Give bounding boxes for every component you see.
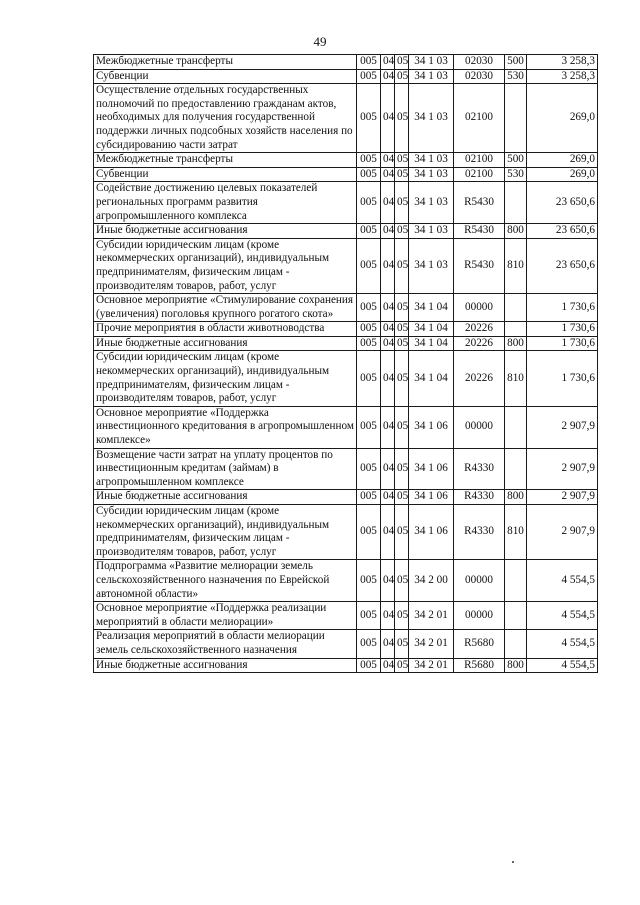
row-direction-code: 00000 [454,294,505,322]
row-section-code: 04 [381,294,395,322]
row-amount: 23 650,6 [527,224,598,239]
row-direction-code: 20226 [454,322,505,337]
row-subsection-code: 05 [395,560,409,602]
row-subsection-code: 05 [395,238,409,293]
row-subsection-code: 05 [395,490,409,505]
row-name: Подпрограмма «Развитие мелиорации земель сельскохозяйственного назначения по Еврейской автономной области» [94,560,357,602]
row-expense-type-code: 530 [505,167,527,182]
row-amount: 269,0 [527,167,598,182]
budget-table [93,54,598,673]
table-row [94,153,598,168]
table-row [94,294,598,322]
table-row [94,84,598,153]
row-expense-type-code: 800 [505,658,527,673]
row-program-code: 34 1 03 [409,84,454,153]
row-amount: 23 650,6 [527,182,598,224]
row-program-code: 34 1 06 [409,505,454,560]
row-amount: 4 554,5 [527,560,598,602]
row-expense-type-code: 810 [505,238,527,293]
row-direction-code: R5430 [454,238,505,293]
row-direction-code: 00000 [454,406,505,448]
table-row [94,560,598,602]
table-row [94,351,598,406]
row-amount: 1 730,6 [527,322,598,337]
row-amount: 2 907,9 [527,406,598,448]
row-expense-type-code [505,448,527,490]
row-section-code: 04 [381,167,395,182]
row-name: Иные бюджетные ассигнования [94,336,357,351]
row-ved-code: 005 [357,336,381,351]
table-row [94,167,598,182]
row-expense-type-code: 800 [505,490,527,505]
row-ved-code: 005 [357,182,381,224]
row-expense-type-code: 800 [505,224,527,239]
row-ved-code: 005 [357,658,381,673]
row-ved-code: 005 [357,69,381,84]
row-amount: 3 258,3 [527,55,598,70]
row-ved-code: 005 [357,560,381,602]
row-direction-code: 20226 [454,351,505,406]
row-name: Субвенции [94,167,357,182]
row-subsection-code: 05 [395,84,409,153]
row-program-code: 34 1 03 [409,69,454,84]
row-program-code: 34 1 04 [409,351,454,406]
row-subsection-code: 05 [395,182,409,224]
row-direction-code: 20226 [454,336,505,351]
row-direction-code: 02100 [454,167,505,182]
row-name: Реализация мероприятий в области мелиорации земель сельскохозяйственного назначения [94,630,357,658]
row-section-code: 04 [381,182,395,224]
row-ved-code: 005 [357,153,381,168]
row-direction-code: R5680 [454,658,505,673]
row-ved-code: 005 [357,224,381,239]
row-ved-code: 005 [357,167,381,182]
row-ved-code: 005 [357,505,381,560]
row-subsection-code: 05 [395,448,409,490]
row-program-code: 34 1 06 [409,448,454,490]
row-expense-type-code [505,560,527,602]
row-ved-code: 005 [357,294,381,322]
row-ved-code: 005 [357,322,381,337]
row-section-code: 04 [381,238,395,293]
row-name: Основное мероприятие «Поддержка реализации мероприятий в области мелиорации» [94,602,357,630]
row-expense-type-code [505,182,527,224]
row-program-code: 34 1 04 [409,322,454,337]
row-name: Субсидии юридическим лицам (кроме некоммерческих организаций), индивидуальным предпринимателям, физическим лицам - производителям товаров, работ, услуг [94,505,357,560]
row-amount: 4 554,5 [527,630,598,658]
page-number: 49 [313,34,327,49]
row-name: Межбюджетные трансферты [94,55,357,70]
row-ved-code: 005 [357,84,381,153]
row-expense-type-code [505,406,527,448]
row-subsection-code: 05 [395,55,409,70]
row-subsection-code: 05 [395,505,409,560]
row-subsection-code: 05 [395,336,409,351]
row-program-code: 34 2 00 [409,560,454,602]
row-amount: 1 730,6 [527,336,598,351]
row-name: Иные бюджетные ассигнования [94,490,357,505]
row-direction-code: 02030 [454,55,505,70]
row-amount: 23 650,6 [527,238,598,293]
row-expense-type-code [505,602,527,630]
row-expense-type-code: 530 [505,69,527,84]
row-section-code: 04 [381,630,395,658]
row-section-code: 04 [381,55,395,70]
row-subsection-code: 05 [395,406,409,448]
row-name: Иные бюджетные ассигнования [94,224,357,239]
table-row [94,630,598,658]
row-subsection-code: 05 [395,322,409,337]
row-amount: 4 554,5 [527,658,598,673]
row-ved-code: 005 [357,238,381,293]
row-section-code: 04 [381,490,395,505]
table-row [94,336,598,351]
row-name: Содействие достижению целевых показателей региональных программ развития агропромышленного комплекса [94,182,357,224]
row-amount: 269,0 [527,84,598,153]
row-direction-code: R4330 [454,448,505,490]
table-row [94,658,598,673]
row-name: Субсидии юридическим лицам (кроме некоммерческих организаций), индивидуальным предпринимателям, физическим лицам - производителям товаров, работ, услуг [94,238,357,293]
row-program-code: 34 1 03 [409,153,454,168]
row-direction-code: 02030 [454,69,505,84]
row-name: Возмещение части затрат на уплату процентов по инвестиционным кредитам (займам) в агропромышленном комплексе [94,448,357,490]
row-name: Основное мероприятие «Поддержка инвестиционного кредитования в агропромышленном комплексе» [94,406,357,448]
table-row [94,490,598,505]
row-program-code: 34 1 04 [409,294,454,322]
row-name: Основное мероприятие «Стимулирование сохранения (увеличения) поголовья крупного рогатого скота» [94,294,357,322]
row-ved-code: 005 [357,406,381,448]
row-direction-code: 02100 [454,84,505,153]
row-expense-type-code: 500 [505,153,527,168]
row-amount: 1 730,6 [527,351,598,406]
row-amount: 3 258,3 [527,69,598,84]
row-direction-code: 00000 [454,602,505,630]
table-row [94,602,598,630]
table-row [94,322,598,337]
table-row [94,69,598,84]
row-section-code: 04 [381,351,395,406]
row-section-code: 04 [381,224,395,239]
row-section-code: 04 [381,658,395,673]
row-subsection-code: 05 [395,153,409,168]
row-direction-code: 02100 [454,153,505,168]
row-subsection-code: 05 [395,167,409,182]
row-subsection-code: 05 [395,294,409,322]
row-program-code: 34 1 03 [409,238,454,293]
row-program-code: 34 1 06 [409,406,454,448]
table-row [94,448,598,490]
table-body [94,55,598,673]
row-program-code: 34 2 01 [409,630,454,658]
row-amount: 2 907,9 [527,490,598,505]
row-direction-code: R4330 [454,490,505,505]
row-ved-code: 005 [357,490,381,505]
row-name: Субвенции [94,69,357,84]
row-section-code: 04 [381,153,395,168]
row-expense-type-code [505,84,527,153]
row-name: Осуществление отдельных государственных полномочий по предоставлению гражданам актов, необходимых для получения государственной поддержки личных подсобных хозяйств населения по субсидированию части затрат [94,84,357,153]
row-expense-type-code [505,322,527,337]
row-section-code: 04 [381,602,395,630]
row-direction-code: 00000 [454,560,505,602]
row-direction-code: R4330 [454,505,505,560]
row-subsection-code: 05 [395,351,409,406]
row-expense-type-code [505,294,527,322]
row-expense-type-code: 800 [505,336,527,351]
row-amount: 1 730,6 [527,294,598,322]
row-section-code: 04 [381,336,395,351]
row-section-code: 04 [381,406,395,448]
row-subsection-code: 05 [395,69,409,84]
row-program-code: 34 1 03 [409,55,454,70]
row-ved-code: 005 [357,351,381,406]
row-expense-type-code: 810 [505,351,527,406]
row-program-code: 34 1 04 [409,336,454,351]
row-ved-code: 005 [357,448,381,490]
row-subsection-code: 05 [395,630,409,658]
table-row [94,238,598,293]
row-section-code: 04 [381,84,395,153]
row-ved-code: 005 [357,630,381,658]
row-amount: 2 907,9 [527,448,598,490]
row-name: Межбюджетные трансферты [94,153,357,168]
row-program-code: 34 1 03 [409,182,454,224]
row-section-code: 04 [381,505,395,560]
row-direction-code: R5430 [454,182,505,224]
row-program-code: 34 2 01 [409,658,454,673]
table-row [94,406,598,448]
row-name: Прочие мероприятия в области животноводства [94,322,357,337]
row-ved-code: 005 [357,55,381,70]
row-section-code: 04 [381,69,395,84]
row-program-code: 34 1 03 [409,224,454,239]
row-ved-code: 005 [357,602,381,630]
row-amount: 2 907,9 [527,505,598,560]
table-row [94,224,598,239]
row-name: Иные бюджетные ассигнования [94,658,357,673]
row-expense-type-code: 500 [505,55,527,70]
row-expense-type-code [505,630,527,658]
row-program-code: 34 1 03 [409,167,454,182]
row-program-code: 34 1 06 [409,490,454,505]
row-direction-code: R5680 [454,630,505,658]
row-subsection-code: 05 [395,224,409,239]
row-program-code: 34 2 01 [409,602,454,630]
row-section-code: 04 [381,448,395,490]
row-name: Субсидии юридическим лицам (кроме некоммерческих организаций), индивидуальным предпринимателям, физическим лицам - производителям товаров, работ, услуг [94,351,357,406]
row-amount: 4 554,5 [527,602,598,630]
row-subsection-code: 05 [395,602,409,630]
row-expense-type-code: 810 [505,505,527,560]
table-row [94,505,598,560]
scan-speck [512,861,514,863]
table-row [94,55,598,70]
row-amount: 269,0 [527,153,598,168]
row-section-code: 04 [381,560,395,602]
row-direction-code: R5430 [454,224,505,239]
row-subsection-code: 05 [395,658,409,673]
table-row [94,182,598,224]
row-section-code: 04 [381,322,395,337]
